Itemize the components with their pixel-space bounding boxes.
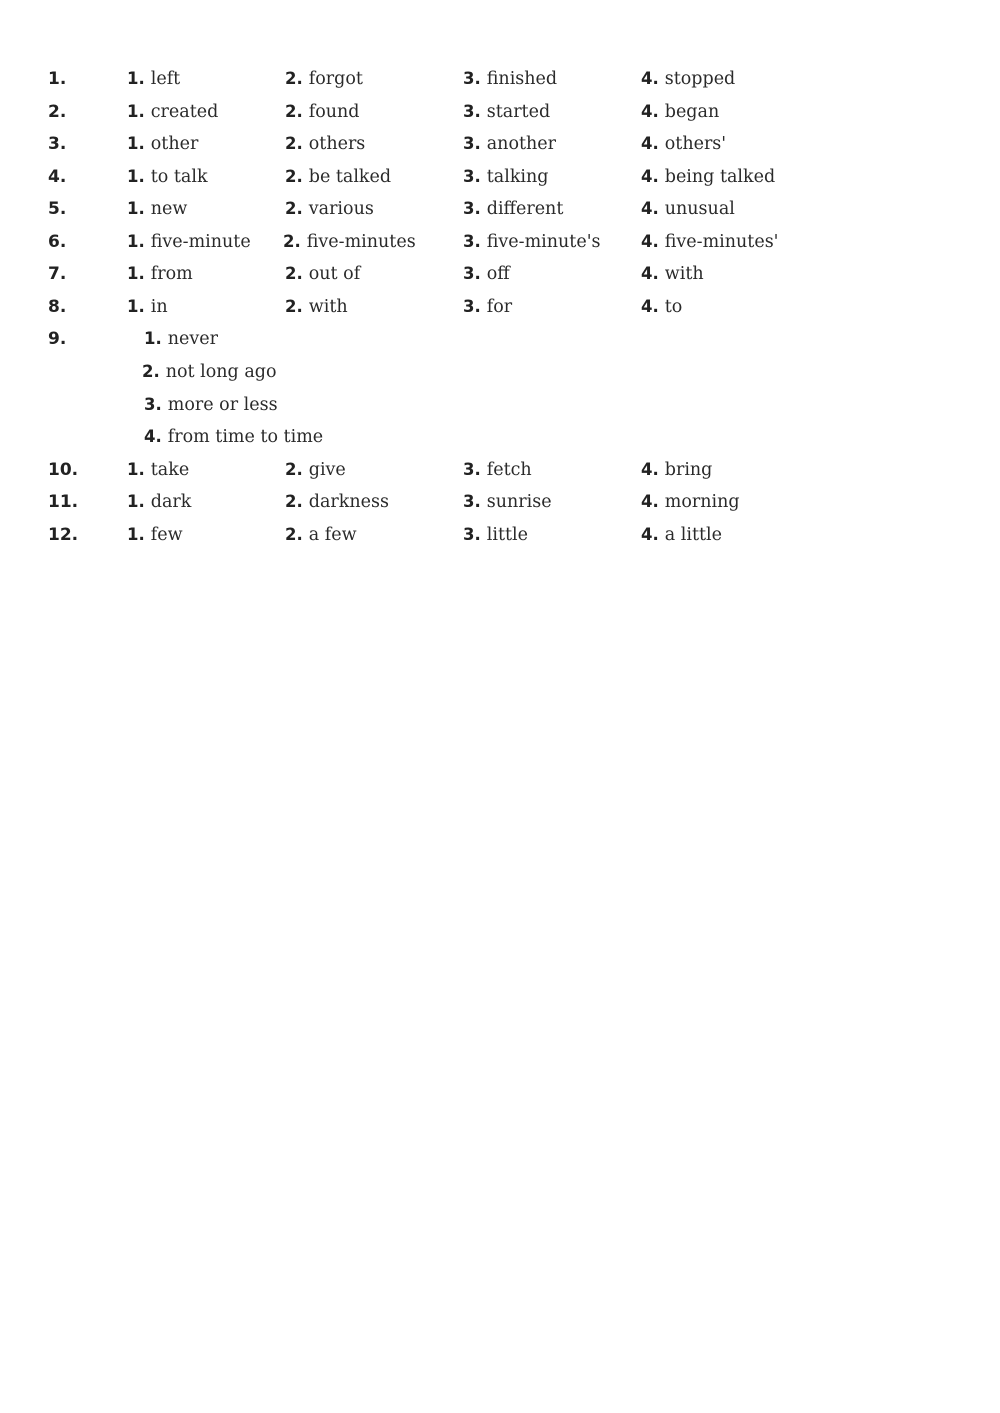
question-row-6 (0, 231, 1000, 263)
question-9-option-row-4 (0, 426, 1000, 458)
option-2[interactable] (285, 198, 374, 220)
question-number: 4. (48, 167, 67, 187)
option-text: left (150, 69, 181, 89)
option-text: others (308, 134, 366, 154)
option-text: off (486, 264, 510, 284)
question-row-12 (0, 524, 1000, 556)
option-text: forgot (308, 69, 363, 89)
option-1[interactable] (127, 166, 208, 188)
option-number: 4. (641, 264, 659, 283)
option-text: not long ago (165, 362, 277, 382)
option-text: from time to time (167, 427, 324, 447)
question-number: 9. (48, 329, 67, 349)
option-3[interactable] (463, 263, 510, 285)
question-row-9 (0, 328, 1000, 360)
question-row-4 (0, 166, 1000, 198)
option-number: 2. (285, 297, 303, 316)
option-number: 2. (285, 199, 303, 218)
option-text: five-minute (150, 232, 251, 252)
option-text: fetch (486, 460, 532, 480)
option-text: in (150, 297, 168, 317)
option-4[interactable] (641, 524, 722, 546)
option-number: 1. (127, 264, 145, 283)
option-number: 2. (285, 460, 303, 479)
option-text: give (308, 460, 346, 480)
option-number: 2. (285, 264, 303, 283)
option-text: a little (664, 525, 722, 545)
option-number: 4. (144, 427, 162, 446)
option-1[interactable] (127, 198, 187, 220)
option-1[interactable] (127, 101, 218, 123)
option-4[interactable] (641, 231, 779, 253)
option-text: a few (308, 525, 357, 545)
option-number: 4. (641, 167, 659, 186)
option-2[interactable] (285, 491, 389, 513)
option-number: 4. (641, 460, 659, 479)
option-4[interactable] (144, 426, 323, 448)
option-3[interactable] (463, 296, 512, 318)
option-number: 2. (285, 167, 303, 186)
option-3[interactable] (144, 394, 278, 416)
option-2[interactable] (285, 459, 346, 481)
option-1[interactable] (127, 459, 189, 481)
question-row-3 (0, 133, 1000, 165)
option-text: five-minutes' (664, 232, 779, 252)
option-4[interactable] (641, 133, 726, 155)
option-text: few (150, 525, 183, 545)
option-3[interactable] (463, 198, 563, 220)
option-text: from (150, 264, 193, 284)
question-row-1 (0, 68, 1000, 100)
question-9-option-row-2 (0, 361, 1000, 393)
option-4[interactable] (641, 491, 740, 513)
question-number: 10. (48, 460, 79, 480)
option-2[interactable] (285, 524, 357, 546)
option-text: started (486, 102, 551, 122)
option-number: 1. (127, 167, 145, 186)
option-text: be talked (308, 167, 392, 187)
option-number: 3. (463, 297, 481, 316)
option-text: five-minutes (306, 232, 416, 252)
option-4[interactable] (641, 263, 704, 285)
option-3[interactable] (463, 166, 549, 188)
option-number: 3. (463, 102, 481, 121)
option-text: another (486, 134, 557, 154)
option-4[interactable] (641, 459, 712, 481)
option-number: 1. (127, 102, 145, 121)
option-text: to (664, 297, 683, 317)
option-number: 3. (463, 69, 481, 88)
option-text: bring (664, 460, 713, 480)
option-number: 4. (641, 69, 659, 88)
option-text: finished (486, 69, 558, 89)
option-number: 4. (641, 232, 659, 251)
option-text: being talked (664, 167, 776, 187)
option-3[interactable] (463, 133, 556, 155)
option-text: new (150, 199, 188, 219)
question-row-8 (0, 296, 1000, 328)
question-row-2 (0, 101, 1000, 133)
question-row-11 (0, 491, 1000, 523)
option-text: out of (308, 264, 361, 284)
question-row-7 (0, 263, 1000, 295)
option-text: never (167, 329, 218, 349)
option-2[interactable] (285, 296, 348, 318)
option-number: 4. (641, 492, 659, 511)
option-3[interactable] (463, 101, 550, 123)
option-text: darkness (308, 492, 389, 512)
option-2[interactable] (285, 133, 365, 155)
option-text: various (308, 199, 374, 219)
option-4[interactable] (641, 101, 719, 123)
option-3[interactable] (463, 231, 601, 253)
option-1[interactable] (127, 524, 183, 546)
option-text: different (486, 199, 564, 219)
option-4[interactable] (641, 68, 735, 90)
option-number: 2. (285, 492, 303, 511)
option-text: with (308, 297, 348, 317)
question-number: 1. (48, 69, 67, 89)
option-1[interactable] (127, 133, 198, 155)
option-2[interactable] (285, 101, 360, 123)
option-number: 1. (127, 232, 145, 251)
option-number: 2. (285, 69, 303, 88)
option-2[interactable] (283, 231, 416, 253)
option-2[interactable] (285, 263, 360, 285)
option-number: 2. (285, 525, 303, 544)
option-4[interactable] (641, 296, 682, 318)
option-2[interactable] (285, 166, 391, 188)
option-number: 3. (463, 232, 481, 251)
option-number: 1. (144, 329, 162, 348)
question-number: 2. (48, 102, 67, 122)
option-text: other (150, 134, 199, 154)
option-1[interactable] (127, 231, 251, 253)
option-text: created (150, 102, 219, 122)
option-4[interactable] (641, 198, 735, 220)
option-1[interactable] (127, 263, 193, 285)
option-number: 3. (463, 460, 481, 479)
option-number: 1. (127, 525, 145, 544)
question-row-10 (0, 459, 1000, 491)
option-text: to talk (150, 167, 208, 187)
option-number: 1. (127, 492, 145, 511)
question-number: 3. (48, 134, 67, 154)
option-number: 2. (285, 134, 303, 153)
option-number: 3. (463, 525, 481, 544)
option-number: 4. (641, 297, 659, 316)
option-text: sunrise (486, 492, 552, 512)
option-text: five-minute's (486, 232, 601, 252)
option-number: 1. (127, 297, 145, 316)
option-number: 1. (127, 69, 145, 88)
option-number: 2. (142, 362, 160, 381)
option-number: 4. (641, 199, 659, 218)
option-3[interactable] (463, 68, 557, 90)
option-text: take (150, 460, 190, 480)
option-1[interactable] (127, 68, 180, 90)
question-number: 7. (48, 264, 67, 284)
option-text: found (308, 102, 360, 122)
option-number: 3. (463, 264, 481, 283)
option-1[interactable] (144, 328, 218, 350)
option-number: 1. (127, 134, 145, 153)
option-1[interactable] (127, 491, 191, 513)
option-4[interactable] (641, 166, 775, 188)
option-text: unusual (664, 199, 735, 219)
question-number: 11. (48, 492, 79, 512)
question-number: 8. (48, 297, 67, 317)
option-number: 3. (463, 134, 481, 153)
option-text: more or less (167, 395, 278, 415)
question-row-5 (0, 198, 1000, 230)
option-number: 2. (285, 102, 303, 121)
option-1[interactable] (127, 296, 168, 318)
option-text: little (486, 525, 528, 545)
option-text: others' (664, 134, 727, 154)
question-9-option-row-3 (0, 394, 1000, 426)
option-number: 3. (463, 167, 481, 186)
option-number: 4. (641, 525, 659, 544)
option-text: dark (150, 492, 192, 512)
option-3[interactable] (463, 491, 552, 513)
option-number: 4. (641, 102, 659, 121)
option-3[interactable] (463, 524, 528, 546)
option-number: 1. (127, 460, 145, 479)
option-text: stopped (664, 69, 736, 89)
option-3[interactable] (463, 459, 532, 481)
option-number: 4. (641, 134, 659, 153)
question-number: 5. (48, 199, 67, 219)
option-text: with (664, 264, 704, 284)
option-number: 1. (127, 199, 145, 218)
option-number: 3. (144, 395, 162, 414)
option-text: morning (664, 492, 740, 512)
option-number: 3. (463, 199, 481, 218)
option-number: 2. (283, 232, 301, 251)
question-number: 6. (48, 232, 67, 252)
option-2[interactable] (142, 361, 277, 383)
question-number: 12. (48, 525, 79, 545)
option-number: 3. (463, 492, 481, 511)
option-text: talking (486, 167, 549, 187)
option-2[interactable] (285, 68, 363, 90)
option-text: began (664, 102, 720, 122)
option-text: for (486, 297, 513, 317)
